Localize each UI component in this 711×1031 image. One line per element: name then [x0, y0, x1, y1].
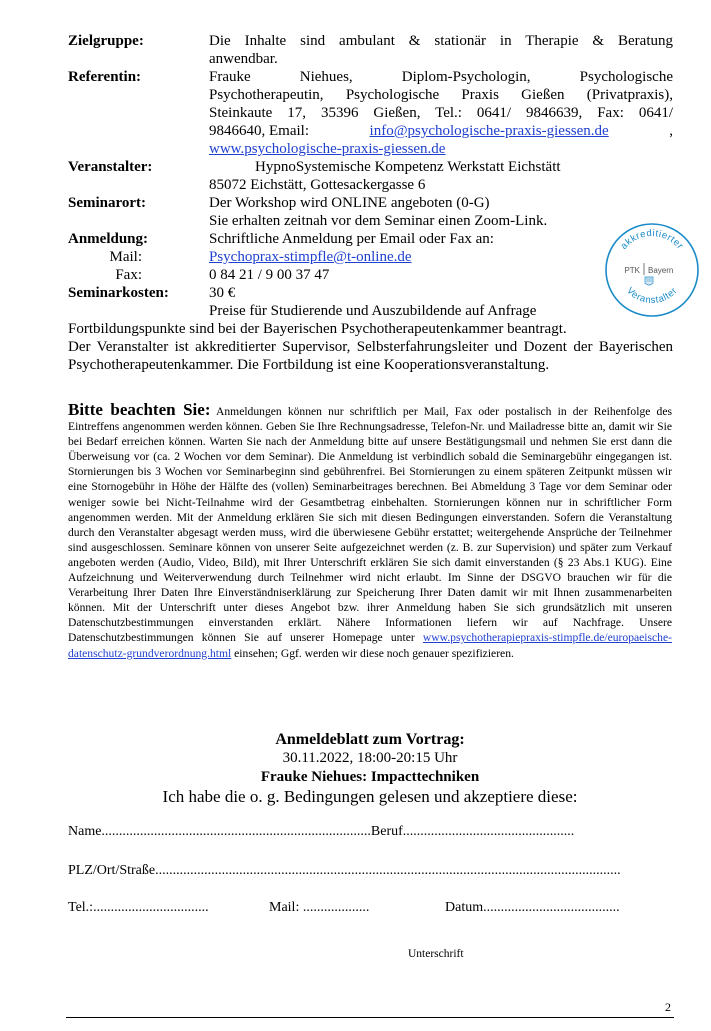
anmeldung-text: Schriftliche Anmeldung per Email oder Fax an:	[209, 231, 494, 247]
referentin-row	[68, 68, 673, 86]
footer-divider	[66, 1017, 674, 1018]
referentin-label: Referentin:	[68, 69, 142, 85]
fortbildung-text: Fortbildungspunkte sind bei der Bayerischen Psychotherapeutenkammer beantragt.	[68, 321, 567, 337]
referentin-comma: ,	[669, 123, 673, 139]
kosten-value: 30 €	[209, 285, 236, 301]
badge-bottom-text: Veranstalter	[624, 285, 680, 307]
anmeldung-row	[68, 230, 673, 248]
veranstalter-row	[68, 158, 673, 176]
address-field[interactable]: PLZ/Ort/Straße.....................................................................................................................................	[68, 863, 621, 878]
mail-row	[68, 248, 673, 266]
referentin-text-1: Frauke Niehues, Diplom-Psychologin, Psychologische	[209, 69, 673, 85]
veranstalter-label: Veranstalter:	[68, 159, 153, 175]
seminarort-text-1: Der Workshop wird ONLINE angeboten (0-G)	[209, 195, 490, 211]
fax-row	[68, 266, 673, 284]
zielgruppe-text-2: anwendbar.	[209, 51, 278, 67]
seminarort-row	[68, 194, 673, 212]
fax-value: 0 84 21 / 9 00 37 47	[209, 267, 330, 283]
name-beruf-field[interactable]: Name.............................................................................Beruf.................................................	[68, 824, 575, 839]
seminarort-label: Seminarort:	[68, 195, 147, 211]
zielgruppe-row	[68, 32, 673, 50]
form-date: 30.11.2022, 18:00-20:15 Uhr	[282, 750, 458, 766]
form-speaker: Frauke Niehues: Impacttechniken	[260, 769, 480, 785]
mail-link[interactable]: Psychoprax-stimpfle@t-online.de	[209, 249, 412, 265]
terms-heading: Bitte beachten Sie:	[68, 400, 211, 419]
zielgruppe-label: Zielgruppe:	[68, 33, 144, 49]
privacy-link[interactable]: www.psychotherapiepraxis-stimpfle.de/europaeische-datenschutz-grundverordnung.html	[68, 631, 672, 660]
kosten-note: Preise für Studierende und Auszubildende auf Anfrage	[209, 303, 537, 319]
page-number: 2	[665, 1000, 671, 1014]
referentin-text-2: Psychotherapeutin, Psychologische Praxis Gießen (Privatpraxis),	[209, 87, 673, 103]
bavaria-crest-icon	[645, 277, 653, 285]
referentin-email-link[interactable]: info@psychologische-praxis-giessen.de	[369, 123, 609, 139]
kosten-row	[68, 284, 673, 302]
mail-label: Mail:	[109, 249, 142, 265]
badge-bayern-text: Bayern	[648, 266, 674, 275]
terms-notice	[68, 402, 672, 661]
badge-top-text: akkreditierter	[618, 227, 686, 252]
fax-label: Fax:	[115, 267, 142, 283]
datum-field[interactable]: Datum.......................................	[445, 900, 620, 915]
zielgruppe-text-1: Die Inhalte sind ambulant & stationär in Therapie & Beratung	[209, 33, 673, 49]
veranstalter-text-2: 85072 Eichstätt, Gottesackergasse 6	[209, 177, 426, 193]
anmeldung-label: Anmeldung:	[68, 231, 149, 247]
veranstalter-text-1: HypnoSystemische Kompetenz Werkstatt Eichstätt	[255, 159, 561, 175]
seminarort-text-2: Sie erhalten zeitnah vor dem Seminar einen Zoom-Link.	[209, 213, 548, 229]
form-accept: Ich habe die o. g. Bedingungen gelesen und akzeptiere diese:	[162, 787, 578, 806]
form-title: Anmeldeblatt zum Vortrag:	[275, 731, 465, 748]
mail-field[interactable]: Mail: ...................	[269, 900, 370, 915]
referentin-text-4: 9846640, Email:	[209, 123, 309, 139]
tel-field[interactable]: Tel.:.................................	[68, 900, 209, 915]
terms-text-end: einsehen; Ggf. werden wir diese noch genauer spezifizieren.	[234, 646, 514, 660]
terms-text: Anmeldungen können nur schriftlich per Mail, Fax oder postalisch in der Reihenfolge des Eintreffens angenommen werden können. Geben Sie Ihre Rechnungsadresse, Telefon-Nr. und Mailadresse bitte an, damit wir Sie bei Bedarf erreichen können. Warten Sie nach der Anmeldung bitte auf unsere Bestätigungsmail und nehmen Sie erst dann die Überweisung vor (ca. 2 Wochen vor dem Seminar). Die Anmeldung ist verbindlich sobald die Seminargebühr eingegangen ist. Stornierungen bis 3 Wochen vor Seminarbeginn sind gebührenfrei. Bei Stornierungen zu einem späteren Zeitpunkt müssen wir eine Stornogebühr in Höhe der Hälfte des (vollen) Seminarbeitrages berechnen. Bei Abmeldung 3 Tage vor dem Seminar oder weniger sowie bei Nicht-Teilnahme wird der Gesamtbetrag einbehalten. Stornierungen können nur in schriftlicher Form angenommen werden. Mit der Anmeldung erklären Sie sich mit diesen Bedingungen einverstanden. Sofern die Veranstaltung durch den Veranstalter abgesagt werden muss, wird die überwiesene Gebühr erstattet; weitergehende Ansprüche der Teilnehmer sind ausgeschlossen. Seminare können von unserer Seite aufgezeichnet werden (z. B. zur Supervision) und später zum Verkauf angeboten werden (Audio, Video, Bild), mit Ihrer Unterschrift erklären Sie sich damit einverstanden (§ 23 Abs.1 KUG). Eine Aufzeichnung und Weiterverwendung durch Teilnehmer wird nicht erlaubt. Im Sinne der DSGVO brauchen wir für die Verarbeitung Ihrer Daten Ihre Einverständniserklärung zur Speicherung Ihrer Daten damit wir mit Ihnen zusammenarbeiten können. Mit der Unterschrift unter dieses Angebot bzw. ihrer Anmeldung haben Sie sich grundsätzlich mit unseren Datenschutzbestimmungen einverstanden erklärt. Nähere Informationen liefern wir auf Nachfrage. Unsere Datenschutzbestimmungen können Sie auf unserer Homepage unter	[68, 405, 672, 645]
kosten-label: Seminarkosten:	[68, 285, 169, 301]
akkreditiert-text: Der Veranstalter ist akkreditierter Supervisor, Selbsterfahrungsleiter und Dozent der Bayerischen Psychotherapeutenkammer. Die Fortbildung ist eine Kooperationsveranstaltung.	[68, 339, 673, 373]
seminar-info	[68, 32, 673, 374]
signature-caption: Unterschrift	[408, 948, 464, 960]
badge-ptk-text: PTK	[624, 266, 640, 275]
referentin-website-link[interactable]: www.psychologische-praxis-giessen.de	[209, 141, 446, 157]
referentin-text-3: Steinkaute 17, 35396 Gießen, Tel.: 0641/ 9846639, Fax: 0641/	[209, 105, 673, 121]
ptk-bayern-badge	[604, 222, 700, 318]
